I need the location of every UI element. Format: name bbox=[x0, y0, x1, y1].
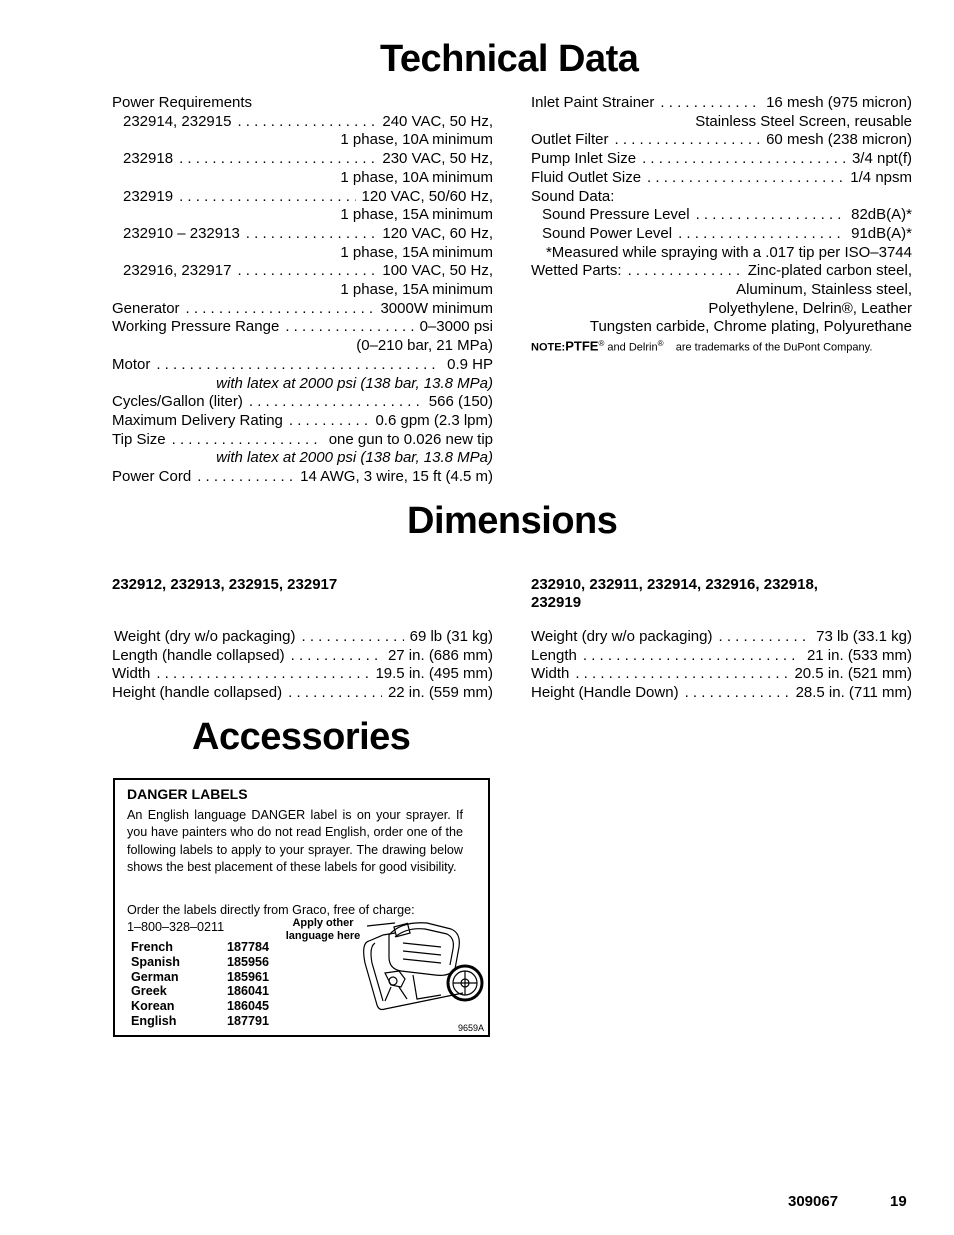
spec-row: Height (Handle Down) . . . 28.5 in. (711 mm) bbox=[531, 684, 912, 703]
danger-para-1: An English language DANGER label is on your sprayer. If you have painters who do not read English, order one of the following labels to apply to your sprayer. The drawing below shows the best placement of these labels for good visibility. bbox=[127, 808, 463, 875]
spec-row: Motor . . . 0.9 HP bbox=[112, 356, 493, 375]
list-item: German 185961 bbox=[131, 969, 270, 984]
spec-row: Maximum Delivery Rating . . . 0.6 gpm (2.3 lpm) bbox=[112, 412, 493, 431]
spec-row: Width . . . 20.5 in. (521 mm) bbox=[531, 665, 912, 684]
spec-row: Height (handle collapsed) . . . 22 in. (559 mm) bbox=[112, 684, 493, 703]
spec-row: Weight (dry w/o packaging) . . . 69 lb (31 kg) bbox=[112, 628, 493, 647]
spec-cont: 1 phase, 10A minimum bbox=[340, 168, 493, 186]
spec-row: Power Cord . . . 14 AWG, 3 wire, 15 ft (4.5 m) bbox=[112, 468, 493, 487]
spec-cont: Aluminum, Stainless steel, bbox=[736, 281, 912, 299]
doc-number: 309067 bbox=[788, 1193, 839, 1210]
spec-row: Generator . . . 3000W minimum bbox=[112, 300, 493, 319]
trademark-note: NOTE:PTFE® and Delrin® are trademarks of the DuPont Company. bbox=[531, 338, 873, 354]
danger-para-2: Order the labels directly from Graco, free of charge: bbox=[127, 903, 415, 917]
spec-cont: (0–210 bar, 21 MPa) bbox=[356, 337, 493, 355]
danger-labels-title: DANGER LABELS bbox=[127, 786, 248, 802]
apply-label-callout: Apply other language here bbox=[285, 917, 361, 942]
spec-cont: 1 phase, 15A minimum bbox=[340, 206, 493, 224]
spec-row: 232910 – 232913 . . . 120 VAC, 60 Hz, bbox=[112, 225, 493, 244]
spec-row: 232918 . . . 230 VAC, 50 Hz, bbox=[112, 150, 493, 169]
tech-data-left bbox=[112, 94, 493, 487]
spec-row: Length (handle collapsed) . . . 27 in. (686 mm) bbox=[112, 647, 493, 666]
spec-cont: with latex at 2000 psi (138 bar, 13.8 MPa) bbox=[216, 449, 493, 467]
figure-id: 9659A bbox=[458, 1023, 485, 1033]
title-dimensions: Dimensions bbox=[407, 500, 618, 542]
title-accessories: Accessories bbox=[192, 716, 411, 758]
spec-cont: with latex at 2000 psi (138 bar, 13.8 MPa) bbox=[216, 374, 493, 392]
page-number: 19 bbox=[890, 1193, 907, 1210]
spec-row: Cycles/Gallon (liter) . . . 566 (150) bbox=[112, 393, 493, 412]
list-item: French 187784 bbox=[131, 940, 270, 954]
spec-cont: 1 phase, 15A minimum bbox=[340, 243, 493, 261]
measured-note: *Measured while spraying with a .017 tip per ISO–3744 bbox=[545, 243, 912, 261]
spec-row: Fluid Outlet Size . . . 1/4 npsm bbox=[531, 169, 912, 188]
list-item: English 187791 bbox=[131, 1013, 270, 1028]
tech-data-right bbox=[531, 94, 912, 355]
spec-cont: 1 phase, 10A minimum bbox=[340, 131, 493, 149]
spec-row: 232914, 232915 . . . 240 VAC, 50 Hz, bbox=[112, 113, 493, 132]
spec-cont: Tungsten carbide, Chrome plating, Polyurethane bbox=[589, 318, 912, 336]
list-item: Korean 186045 bbox=[131, 999, 270, 1014]
power-requirements-label: Power Requirements bbox=[112, 94, 253, 111]
spec-row: 232919 . . . 120 VAC, 50/60 Hz, bbox=[112, 188, 493, 207]
dims-right-models: 232910, 232911, 232914, 232916, 232918, 232919 bbox=[531, 576, 818, 611]
spec-row: Weight (dry w/o packaging) . . . 73 lb (33.1 kg) bbox=[531, 628, 912, 647]
danger-labels-box bbox=[113, 778, 490, 1037]
spec-row: Inlet Paint Strainer . . . 16 mesh (975 micron) bbox=[531, 94, 912, 113]
spec-row: Sound Pressure Level . . . 82dB(A)* bbox=[531, 206, 912, 225]
danger-phone: 1–800–328–0211 bbox=[127, 920, 225, 934]
spec-cont: 1 phase, 15A minimum bbox=[340, 281, 493, 299]
spec-row: Tip Size . . . one gun to 0.026 new tip bbox=[112, 431, 493, 450]
spec-row: Sound Power Level . . . 91dB(A)* bbox=[531, 225, 912, 244]
spec-row: Width . . . 19.5 in. (495 mm) bbox=[112, 665, 493, 684]
sound-data-label: Sound Data: bbox=[531, 187, 615, 205]
spec-row: Working Pressure Range . . . 0–3000 psi bbox=[112, 318, 493, 337]
spec-cont: Polyethylene, Delrin®, Leather bbox=[708, 299, 912, 317]
spec-cont: Stainless Steel Screen, reusable bbox=[695, 112, 912, 130]
dims-left bbox=[112, 628, 493, 703]
spec-row: Length . . . 21 in. (533 mm) bbox=[531, 647, 912, 666]
dims-right bbox=[531, 628, 912, 703]
dims-left-models: 232912, 232913, 232915, 232917 bbox=[112, 576, 338, 593]
spec-row: 232916, 232917 . . . 100 VAC, 50 Hz, bbox=[112, 262, 493, 281]
sprayer-drawing bbox=[355, 913, 490, 1023]
spec-row: Wetted Parts: . . . Zinc-plated carbon steel, bbox=[531, 262, 912, 281]
spec-row: Pump Inlet Size . . . 3/4 npt(f) bbox=[531, 150, 912, 169]
title-technical-data: Technical Data bbox=[380, 38, 639, 80]
list-item: Spanish 185956 bbox=[131, 954, 270, 969]
spec-row: Outlet Filter . . . 60 mesh (238 micron) bbox=[531, 131, 912, 150]
list-item: Greek 186041 bbox=[131, 984, 270, 999]
language-list bbox=[131, 940, 269, 1029]
